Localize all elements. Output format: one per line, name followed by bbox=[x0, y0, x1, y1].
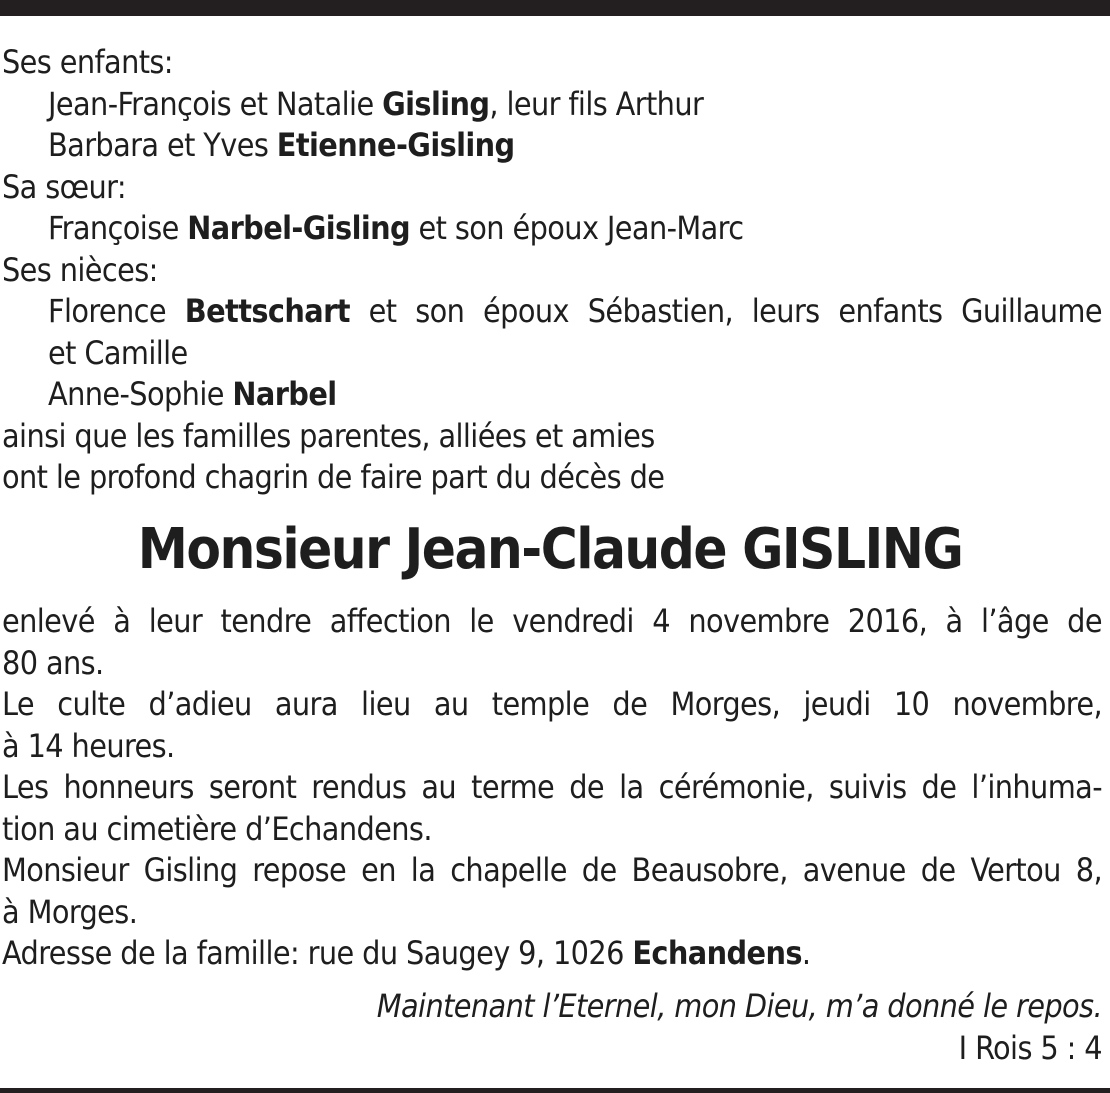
address-city: Echandens bbox=[632, 934, 802, 972]
child1-suffix: , leur fils Arthur bbox=[489, 84, 704, 123]
child2-surname: Etienne-Gisling bbox=[276, 126, 515, 164]
death-line-continuation: 80 ans. bbox=[2, 643, 104, 682]
child1-surname: Gisling bbox=[382, 84, 490, 123]
niece1-name: Florence bbox=[48, 292, 167, 330]
address-suffix: . bbox=[801, 934, 811, 972]
verse-reference: I Rois 5 : 4 bbox=[958, 1028, 1102, 1067]
rest-line-continuation: à Morges. bbox=[2, 892, 138, 931]
niece1-continuation: et Camille bbox=[48, 333, 188, 372]
child1-line bbox=[2, 84, 1102, 126]
service-line: Le culte d’adieu aura lieu au temple de Morges, jeudi 10 novembre, bbox=[2, 685, 1102, 723]
sister-label: Sa sœur: bbox=[2, 167, 126, 206]
niece2-line bbox=[2, 374, 1102, 416]
child2-line bbox=[2, 125, 1102, 167]
top-rule bbox=[0, 0, 1110, 16]
children-label: Ses enfants: bbox=[2, 43, 173, 81]
niece1-surname: Bettschart bbox=[184, 292, 350, 330]
honours-line: Les honneurs seront rendus au terme de la cérémonie, suivis de l’inhuma- bbox=[2, 768, 1102, 806]
child1-names: Jean-François et Natalie bbox=[48, 84, 374, 123]
family-address bbox=[2, 933, 1102, 975]
deceased-name: Monsieur Jean-Claude GISLING bbox=[137, 517, 963, 582]
niece1-suffix: et son époux Sébastien, leurs enfants Guillaume bbox=[349, 292, 1102, 330]
details-section bbox=[2, 601, 1102, 975]
family-section bbox=[2, 42, 1102, 499]
sister-line bbox=[2, 208, 1102, 250]
service-line-continuation: à 14 heures. bbox=[2, 726, 175, 765]
announce-line: ont le profond chagrin de faire part du décès de bbox=[2, 458, 665, 496]
sister-suffix: et son époux Jean-Marc bbox=[410, 209, 744, 247]
death-line: enlevé à leur tendre affection le vendredi 4 novembre 2016, à l’âge de bbox=[2, 602, 1102, 640]
niece2-surname: Narbel bbox=[232, 375, 337, 413]
sister-name: Françoise bbox=[48, 209, 179, 247]
relatives-line: ainsi que les familles parentes, alliées et amies bbox=[2, 416, 655, 455]
honours-line-continuation: tion au cimetière d’Echandens. bbox=[2, 809, 432, 848]
bottom-rule bbox=[0, 1088, 1110, 1093]
verse-block bbox=[377, 986, 1102, 1069]
niece1-line bbox=[2, 291, 1102, 333]
child2-names: Barbara et Yves bbox=[48, 126, 269, 164]
rest-line: Monsieur Gisling repose en la chapelle de Beausobre, avenue de Vertou 8, bbox=[2, 851, 1102, 889]
address-prefix: Adresse de la famille: rue du Saugey 9, 1026 bbox=[2, 934, 633, 972]
nieces-label: Ses nièces: bbox=[2, 250, 158, 289]
sister-surname: Narbel-Gisling bbox=[187, 209, 410, 247]
verse-quote: Maintenant l’Eternel, mon Dieu, m’a donné le repos. bbox=[376, 987, 1102, 1025]
niece2-name: Anne-Sophie bbox=[48, 375, 224, 413]
